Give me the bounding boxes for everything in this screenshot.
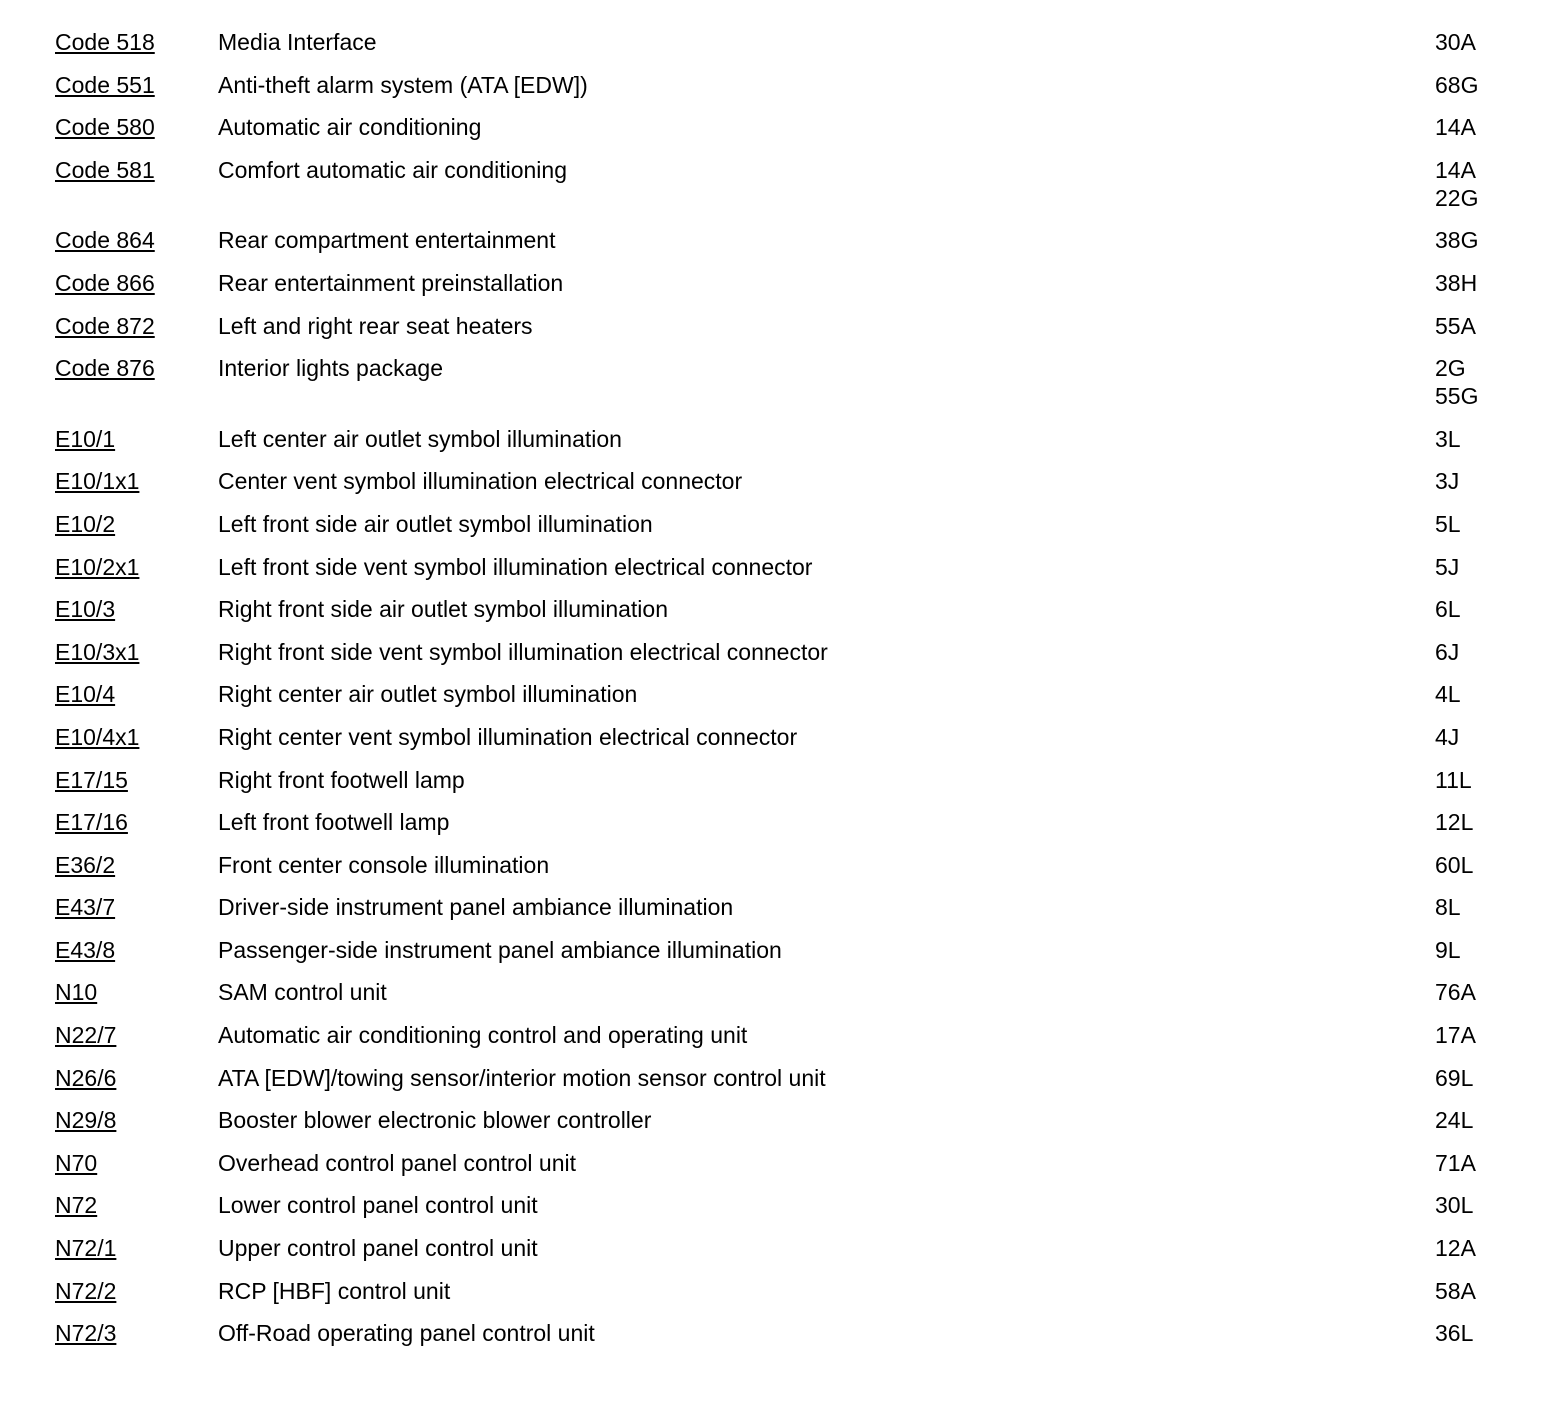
table-row xyxy=(55,1021,1525,1064)
component-code-link[interactable]: Code 876 xyxy=(55,355,155,382)
grid-reference-cell xyxy=(1435,978,1525,1021)
code-cell xyxy=(55,226,218,269)
table-row xyxy=(55,808,1525,851)
table-row xyxy=(55,978,1525,1021)
component-code-link[interactable]: Code 864 xyxy=(55,227,155,254)
component-description: Booster blower electronic blower controller xyxy=(218,1107,652,1134)
table-row xyxy=(55,467,1525,510)
component-description: Left and right rear seat heaters xyxy=(218,312,533,339)
component-description: Left front side air outlet symbol illumination xyxy=(218,510,653,537)
grid-reference-cell xyxy=(1435,553,1525,596)
component-code-link[interactable]: E10/3x1 xyxy=(55,638,140,665)
component-code-link[interactable]: N26/6 xyxy=(55,1064,117,1091)
component-description: Right center vent symbol illumination electrical connector xyxy=(218,723,798,750)
code-cell xyxy=(55,467,218,510)
component-code-link[interactable]: E10/2x1 xyxy=(55,553,140,580)
table-row xyxy=(55,936,1525,979)
table-row xyxy=(55,354,1525,425)
code-cell xyxy=(55,1021,218,1064)
grid-reference-cell xyxy=(1435,113,1525,156)
table-row xyxy=(55,680,1525,723)
grid-reference-cell xyxy=(1435,1319,1525,1362)
component-code-link[interactable]: E17/16 xyxy=(55,809,128,836)
component-code-link[interactable]: N22/7 xyxy=(55,1022,117,1049)
code-cell xyxy=(55,113,218,156)
code-cell xyxy=(55,638,218,681)
table-row xyxy=(55,638,1525,681)
code-cell xyxy=(55,156,218,227)
table-row xyxy=(55,723,1525,766)
table-row xyxy=(55,226,1525,269)
grid-reference-cell xyxy=(1435,156,1525,227)
grid-reference: 76A xyxy=(1435,979,1476,1006)
table-row xyxy=(55,851,1525,894)
grid-reference-cell xyxy=(1435,1149,1525,1192)
component-code-link[interactable]: E10/3 xyxy=(55,596,116,623)
component-description: Lower control panel control unit xyxy=(218,1192,538,1219)
component-code-link[interactable]: E43/7 xyxy=(55,894,116,921)
table-row xyxy=(55,312,1525,355)
grid-reference-cell xyxy=(1435,1021,1525,1064)
component-code-link[interactable]: N72/1 xyxy=(55,1235,117,1262)
grid-reference: 3J xyxy=(1435,468,1460,495)
grid-reference: 5L xyxy=(1435,510,1461,537)
component-description: Front center console illumination xyxy=(218,851,550,878)
code-cell xyxy=(55,936,218,979)
code-cell xyxy=(55,723,218,766)
grid-reference: 12A xyxy=(1435,1235,1476,1262)
component-code-link[interactable]: N10 xyxy=(55,979,98,1006)
table-row xyxy=(55,1191,1525,1234)
component-description: Interior lights package xyxy=(218,355,444,382)
grid-reference-cell xyxy=(1435,1277,1525,1320)
table-row xyxy=(55,510,1525,553)
grid-reference-cell xyxy=(1435,425,1525,468)
grid-reference-cell xyxy=(1435,467,1525,510)
grid-reference-cell xyxy=(1435,1106,1525,1149)
code-cell xyxy=(55,71,218,114)
table-row xyxy=(55,269,1525,312)
table-row xyxy=(55,1064,1525,1107)
component-code-link[interactable]: Code 551 xyxy=(55,71,155,98)
component-description: Comfort automatic air conditioning xyxy=(218,156,567,183)
grid-reference-cell xyxy=(1435,226,1525,269)
component-code-link[interactable]: Code 518 xyxy=(55,29,155,55)
grid-reference-cell xyxy=(1435,510,1525,553)
component-code-link[interactable]: N72 xyxy=(55,1192,98,1219)
component-code-link[interactable]: E10/1x1 xyxy=(55,468,140,495)
component-code-link[interactable]: E36/2 xyxy=(55,851,116,878)
grid-reference-cell xyxy=(1435,28,1525,71)
code-cell xyxy=(55,312,218,355)
table-row xyxy=(55,113,1525,156)
grid-reference-cell xyxy=(1435,936,1525,979)
grid-reference: 8L xyxy=(1435,894,1461,921)
code-cell xyxy=(55,1191,218,1234)
grid-reference: 9L xyxy=(1435,936,1461,963)
grid-reference: 60L xyxy=(1435,851,1474,878)
component-description: Driver-side instrument panel ambiance illumination xyxy=(218,894,734,921)
grid-reference: 4L xyxy=(1435,681,1461,708)
grid-reference: 2G xyxy=(1435,355,1466,382)
component-code-link[interactable]: N29/8 xyxy=(55,1107,117,1134)
component-description: Upper control panel control unit xyxy=(218,1235,538,1262)
code-cell xyxy=(55,808,218,851)
grid-reference: 4J xyxy=(1435,723,1460,750)
component-description: Passenger-side instrument panel ambiance illumination xyxy=(218,936,782,963)
code-cell xyxy=(55,1277,218,1320)
table-row xyxy=(55,425,1525,468)
component-code-link[interactable]: E10/2 xyxy=(55,510,116,537)
grid-reference: 58A xyxy=(1435,1277,1476,1304)
grid-reference: 11L xyxy=(1435,766,1472,793)
table-row xyxy=(55,1319,1525,1362)
grid-reference-cell xyxy=(1435,1064,1525,1107)
table-row xyxy=(55,28,1525,71)
grid-reference: 3L xyxy=(1435,425,1461,452)
component-description: Right center air outlet symbol illumination xyxy=(218,681,638,708)
component-description: Rear entertainment preinstallation xyxy=(218,269,564,296)
grid-reference: 6J xyxy=(1435,638,1460,665)
component-description: Off-Road operating panel control unit xyxy=(218,1320,595,1347)
component-legend-table xyxy=(55,28,1525,1362)
table-row xyxy=(55,71,1525,114)
component-description: Left front footwell lamp xyxy=(218,809,450,836)
code-cell xyxy=(55,1234,218,1277)
table-row xyxy=(55,156,1525,227)
code-cell xyxy=(55,1149,218,1192)
table-row xyxy=(55,1277,1525,1320)
grid-reference: 6L xyxy=(1435,596,1461,623)
component-code-link[interactable]: Code 581 xyxy=(55,156,155,183)
code-cell xyxy=(55,425,218,468)
grid-reference-cell xyxy=(1435,71,1525,114)
table-row xyxy=(55,553,1525,596)
component-code-link[interactable]: E10/4x1 xyxy=(55,723,140,750)
grid-reference-cell xyxy=(1435,595,1525,638)
table-row xyxy=(55,893,1525,936)
code-cell xyxy=(55,28,218,71)
component-description: Automatic air conditioning control and operating unit xyxy=(218,1022,748,1049)
component-description: RCP [HBF] control unit xyxy=(218,1277,451,1304)
grid-reference: 38H xyxy=(1435,269,1478,296)
grid-reference: 30A xyxy=(1435,29,1476,55)
table-row xyxy=(55,1149,1525,1192)
code-cell xyxy=(55,1064,218,1107)
grid-reference: 12L xyxy=(1435,809,1474,836)
component-description: Right front side vent symbol illumination electrical connector xyxy=(218,638,828,665)
grid-reference-cell xyxy=(1435,723,1525,766)
grid-reference-cell xyxy=(1435,766,1525,809)
grid-reference-cell xyxy=(1435,893,1525,936)
code-cell xyxy=(55,595,218,638)
component-description: Media Interface xyxy=(218,29,377,55)
grid-reference: 68G xyxy=(1435,71,1479,98)
table-row xyxy=(55,766,1525,809)
code-cell xyxy=(55,680,218,723)
grid-reference-cell xyxy=(1435,312,1525,355)
table-row xyxy=(55,595,1525,638)
grid-reference: 38G xyxy=(1435,227,1479,254)
component-description: Automatic air conditioning xyxy=(218,114,482,141)
component-description: Rear compartment entertainment xyxy=(218,227,556,254)
component-description: Left front side vent symbol illumination electrical connector xyxy=(218,553,813,580)
grid-reference: 14A xyxy=(1435,156,1476,183)
component-code-link[interactable]: Code 580 xyxy=(55,114,155,141)
code-cell xyxy=(55,893,218,936)
component-code-link[interactable]: N72/3 xyxy=(55,1320,117,1347)
grid-reference: 17A xyxy=(1435,1022,1476,1049)
component-description: Center vent symbol illumination electrical connector xyxy=(218,468,743,495)
grid-reference: 24L xyxy=(1435,1107,1474,1134)
component-code-link[interactable]: E17/15 xyxy=(55,766,128,793)
component-description: Left center air outlet symbol illumination xyxy=(218,425,622,452)
grid-reference: 14A xyxy=(1435,114,1476,141)
code-cell xyxy=(55,766,218,809)
legend-body xyxy=(55,28,1525,1362)
component-code-link[interactable]: Code 866 xyxy=(55,269,155,296)
grid-reference: 55G xyxy=(1435,383,1479,410)
component-description: Right front footwell lamp xyxy=(218,766,465,793)
grid-reference: 36L xyxy=(1435,1320,1474,1347)
code-cell xyxy=(55,510,218,553)
component-code-link[interactable]: E43/8 xyxy=(55,936,116,963)
grid-reference-cell xyxy=(1435,1234,1525,1277)
grid-reference: 22G xyxy=(1435,184,1479,211)
component-description: ATA [EDW]/towing sensor/interior motion sensor control unit xyxy=(218,1064,826,1091)
grid-reference-cell xyxy=(1435,851,1525,894)
component-description: Right front side air outlet symbol illumination xyxy=(218,596,668,623)
component-code-link[interactable]: N72/2 xyxy=(55,1277,117,1304)
grid-reference-cell xyxy=(1435,808,1525,851)
grid-reference-cell xyxy=(1435,1191,1525,1234)
grid-reference: 71A xyxy=(1435,1149,1476,1176)
code-cell xyxy=(55,851,218,894)
grid-reference-cell xyxy=(1435,638,1525,681)
code-cell xyxy=(55,978,218,1021)
component-code-link[interactable]: E10/1 xyxy=(55,425,116,452)
code-cell xyxy=(55,354,218,425)
grid-reference: 5J xyxy=(1435,553,1460,580)
component-description: Anti-theft alarm system (ATA [EDW]) xyxy=(218,71,588,98)
component-description: SAM control unit xyxy=(218,979,387,1006)
code-cell xyxy=(55,269,218,312)
code-cell xyxy=(55,1106,218,1149)
component-code-link[interactable]: E10/4 xyxy=(55,681,116,708)
code-cell xyxy=(55,1319,218,1362)
grid-reference: 55A xyxy=(1435,312,1476,339)
table-row xyxy=(55,1106,1525,1149)
component-code-link[interactable]: N70 xyxy=(55,1149,98,1176)
component-description: Overhead control panel control unit xyxy=(218,1149,576,1176)
grid-reference-cell xyxy=(1435,680,1525,723)
grid-reference: 69L xyxy=(1435,1064,1474,1091)
table-row xyxy=(55,1234,1525,1277)
grid-reference-cell xyxy=(1435,354,1525,425)
code-cell xyxy=(55,553,218,596)
component-code-link[interactable]: Code 872 xyxy=(55,312,155,339)
grid-reference: 30L xyxy=(1435,1192,1474,1219)
grid-reference-cell xyxy=(1435,269,1525,312)
